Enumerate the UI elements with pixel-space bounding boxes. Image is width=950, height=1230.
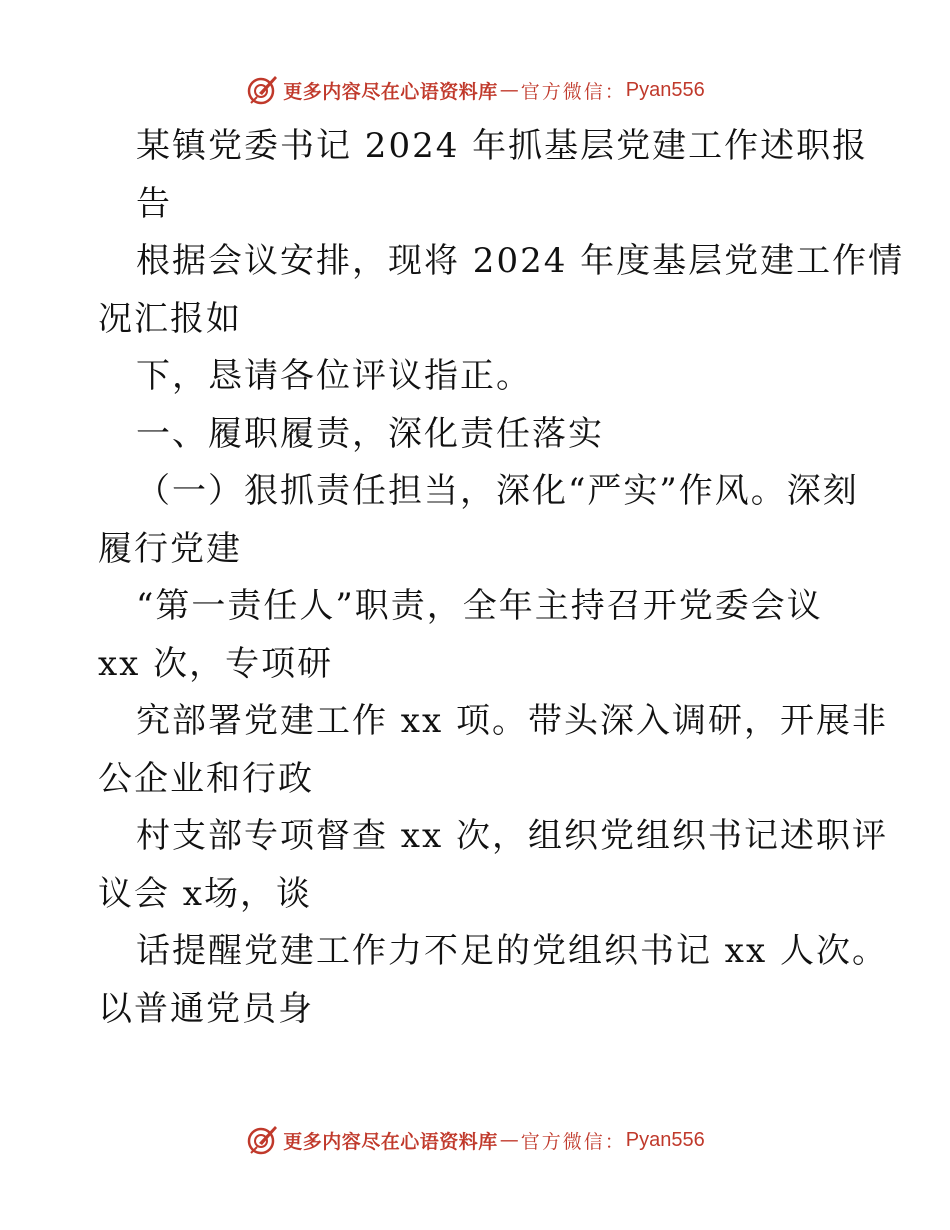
document-body <box>98 118 905 1038</box>
text-line: 某镇党委书记 2024 年抓基层党建工作述职报 <box>136 126 869 166</box>
footer-banner <box>0 1120 950 1160</box>
text-line: 以普通党员身 <box>98 988 314 1029</box>
banner-slogan: 更多内容尽在心语资料库 <box>283 80 498 103</box>
text-line: 根据会议安排，现将 2024 年度基层党建工作情 <box>136 241 905 281</box>
text-line: 究部署党建工作 xx 项。带头深入调研，开展非 <box>136 701 888 741</box>
banner-wechat-label: 官方微信： <box>520 1130 626 1153</box>
section-heading: 一、履职履责，深化责任落实 <box>136 413 604 454</box>
text-line: 村支部专项督查 xx 次，组织党组织书记述职评 <box>136 816 888 856</box>
banner-wechat-label: 官方微信： <box>520 80 626 103</box>
banner-slogan: 更多内容尽在心语资料库 <box>283 1130 498 1153</box>
text-line: 公企业和行政 <box>98 758 314 799</box>
text-line: （一）狠抓责任担当，深化“严实”作风。深刻 <box>136 471 859 511</box>
banner-wechat-id: Pyan556 <box>625 78 705 101</box>
banner-dash: — <box>499 1129 519 1151</box>
text-line: 况汇报如 <box>98 298 242 339</box>
text-line: xx 次，专项研 <box>98 643 334 684</box>
quill-pen-logo-icon <box>245 73 279 107</box>
banner-wechat-id: Pyan556 <box>625 1128 705 1151</box>
quill-pen-logo-icon <box>245 1123 279 1157</box>
header-banner <box>0 70 950 110</box>
text-line: 议会 x场，谈 <box>98 873 312 914</box>
text-line: 告 <box>136 183 172 224</box>
text-line: 话提醒党建工作力不足的党组织书记 xx 人次。 <box>136 931 888 971</box>
text-line: “第一责任人”职责，全年主持召开党委会议 <box>136 586 823 626</box>
text-line: 履行党建 <box>98 528 242 569</box>
banner-dash: — <box>499 79 519 101</box>
text-line: 下，恳请各位评议指正。 <box>136 356 532 396</box>
